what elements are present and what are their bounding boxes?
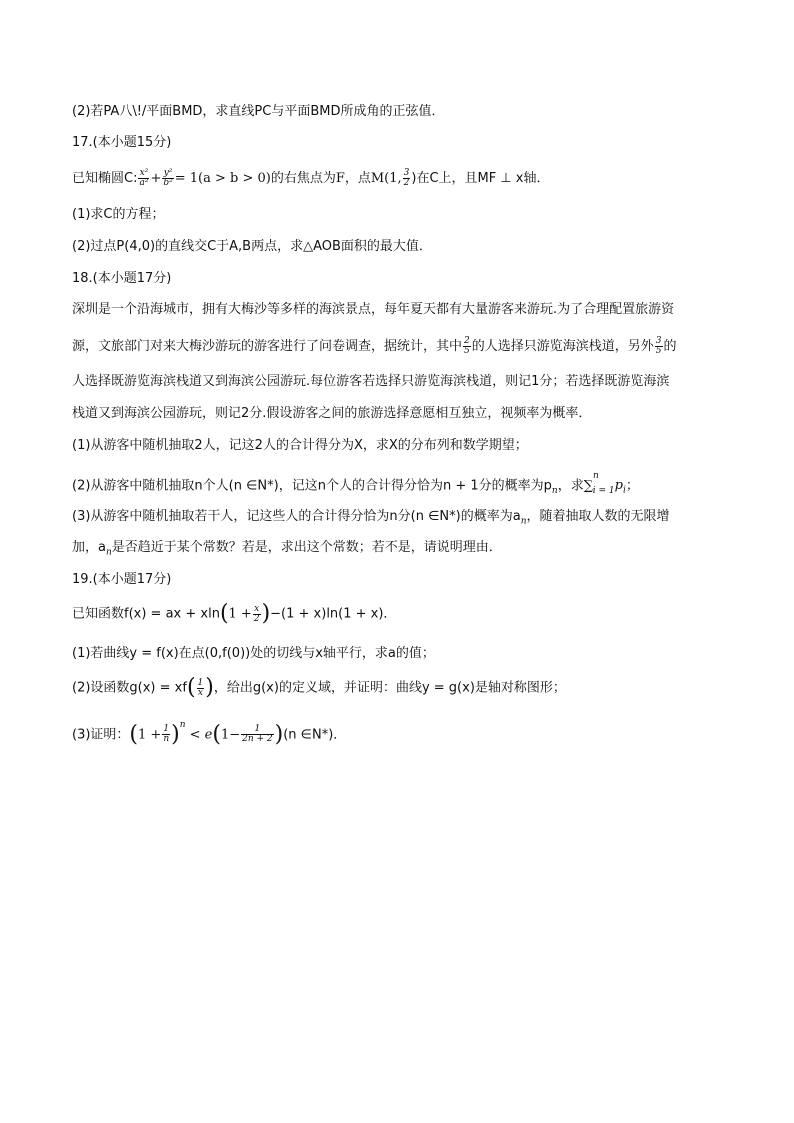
q19-stem: 已知函数f(x) = ax + xln(1 + $\frac{x}{2}$ )−(1 + x)ln(1 + x)．	[72, 601, 397, 626]
q17-stem: 已知椭圆C: $\frac{\text{x²}}{\text{a²}}$ + $\frac{\text{y²}}{\text{b²}}$ = 1(a > b > 0)的右焦点为F，点M(1, $\frac{3}{2}$ )在C上，且MF ⊥ x轴．	[72, 168, 550, 188]
q19-part2: (2)设函数g(x) = xf( $\frac{1}{x}$ )，给出g(x)的定义域，并证明：曲线y = g(x)是轴对称图形；	[72, 675, 566, 700]
q19-part1: (1)若曲线y = f(x)在点(0,f(0))处的切线与x轴平行，求a的值；	[72, 646, 435, 661]
q17-header: 17.(本小题15分)	[72, 135, 172, 150]
q19-part3: (3)证明：(1 + $\frac{1}{n}$ )$^n$ < e(1− $\frac{1}{2n + 2}$ )(n ∈N*)．	[72, 720, 347, 747]
q17-part1: (1)求C的方程；	[72, 207, 165, 222]
q18-stem-line2: 源，文旅部门对来大梅沙游玩的游客进行了问卷调查，据统计，其中 $\frac{2}{5}$ 的人选择只游览海滨栈道，另外 $\frac{3}{5}$ 的	[72, 336, 677, 356]
q18-part3-line2: 加，$a_n$是否趋近于某个常数？若是，求出这个常数；若不是，请说明理由．	[72, 540, 502, 558]
q18-header: 18.(本小题17分)	[72, 271, 172, 286]
q18-part2: (2)从游客中随机抽取n个人(n ∈N*)，记这n个人的合计得分恰为n + 1分的概率为$p_n$，求$\sum^n_{i = 1}p_i$；	[72, 471, 639, 496]
q18-stem-line4: 栈道又到海滨公园游玩，则记2分.假设游客之间的旅游选择意愿相互独立，视频率为概率．	[72, 406, 592, 421]
q18-part1: (1)从游客中随机抽取2人，记这2人的合计得分为X，求X的分布列和数学期望；	[72, 438, 528, 453]
q16-part2: (2)若PA八\!/平面BMD，求直线PC与平面BMD所成角的正弦值．	[72, 104, 445, 119]
q17-part2: (2)过点P(4,0)的直线交C于A,B两点，求△AOB面积的最大值．	[72, 239, 432, 254]
q18-part3-line1: (3)从游客中随机抽取若干人，记这些人的合计得分恰为n分(n ∈N*)的概率为$a_n$，随着抽取人数的无限增	[72, 509, 670, 527]
q19-header: 19.(本小题17分)	[72, 572, 172, 587]
q18-stem-line3: 人选择既游览海滨栈道又到海滨公园游玩.每位游客若选择只游览海滨栈道，则记1分；若选择既游览海滨	[72, 374, 670, 389]
q18-stem-line1: 深圳是一个沿海城市，拥有大梅沙等多样的海滨景点，每年夏天都有大量游客来游玩.为了合理配置旅游资	[72, 302, 675, 317]
